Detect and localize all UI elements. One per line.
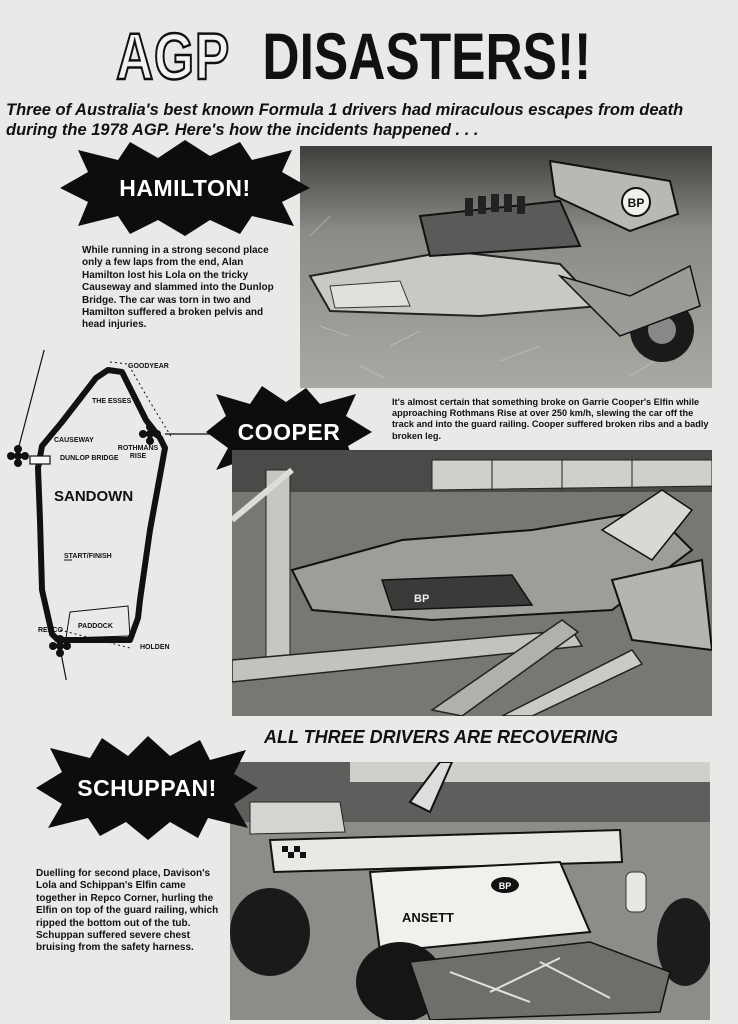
- schuppan-starburst: [36, 736, 258, 840]
- map-repco: REPCO: [38, 627, 63, 634]
- recovering-banner: ALL THREE DRIVERS ARE RECOVERING: [264, 727, 619, 747]
- cooper-bp-decal: BP: [414, 593, 430, 605]
- hamilton-text: While running in a strong second place only a few laps from the end, Alan Hamilton lost his Lola on the tricky Causeway and slammed into the Dunlop Bridge. The car was torn in two and Hamilton suffered a broken pelvis and head injuries.: [82, 245, 274, 331]
- map-start-finish: START/FINISH: [64, 553, 112, 560]
- map-rothmans-rise: ROTHMANS RISE: [117, 445, 159, 460]
- map-circuit-name: SANDOWN: [54, 488, 134, 505]
- subtitle: Three of Australia's best known Formula 1 drivers had miraculous escapes from death during the 1978 AGP. Here's how the incidents happened . . .: [6, 101, 684, 139]
- schuppan-label: SCHUPPAN!: [77, 774, 217, 801]
- cooper-label: COOPER: [237, 418, 341, 445]
- map-paddock: PADDOCK: [78, 623, 113, 630]
- cooper-text: It's almost certain that something broke on Garrie Cooper's Elfin while approaching Rothmans Rise at over 250 km/h, slewing the car off the track and into the guard railing. Cooper suffered broken ribs and a badly broken leg.: [392, 397, 709, 441]
- hamilton-bp-badge: BP: [627, 196, 645, 210]
- hamilton-crash-photo: [300, 146, 712, 388]
- title-solid-word: DISASTERS!!: [262, 19, 592, 93]
- title-outline-word: AGP: [115, 19, 230, 93]
- schuppan-text: Duelling for second place, Davison's Lola and Schippan's Elfin came together in Repco Corner, hurling the Elfin on top of the guard railing, which ripped the bottom out of the tub. Schuppan suffered severe chest bruising from the safety harness.: [36, 868, 219, 954]
- map-esses: THE ESSES: [92, 398, 132, 405]
- hamilton-starburst: [60, 140, 310, 236]
- map-holden: HOLDEN: [140, 644, 170, 651]
- map-goodyear: GOODYEAR: [128, 363, 169, 370]
- page-title: [0, 18, 738, 94]
- schuppan-crash-photo: [230, 762, 710, 1020]
- hamilton-label: HAMILTON!: [119, 174, 251, 201]
- map-dunlop-bridge: DUNLOP BRIDGE: [60, 455, 119, 462]
- schuppan-bp-badge: BP: [498, 881, 512, 891]
- cooper-crash-photo: [232, 450, 712, 716]
- map-causeway: CAUSEWAY: [54, 437, 94, 444]
- schuppan-ansett-decal: ANSETT: [402, 910, 454, 925]
